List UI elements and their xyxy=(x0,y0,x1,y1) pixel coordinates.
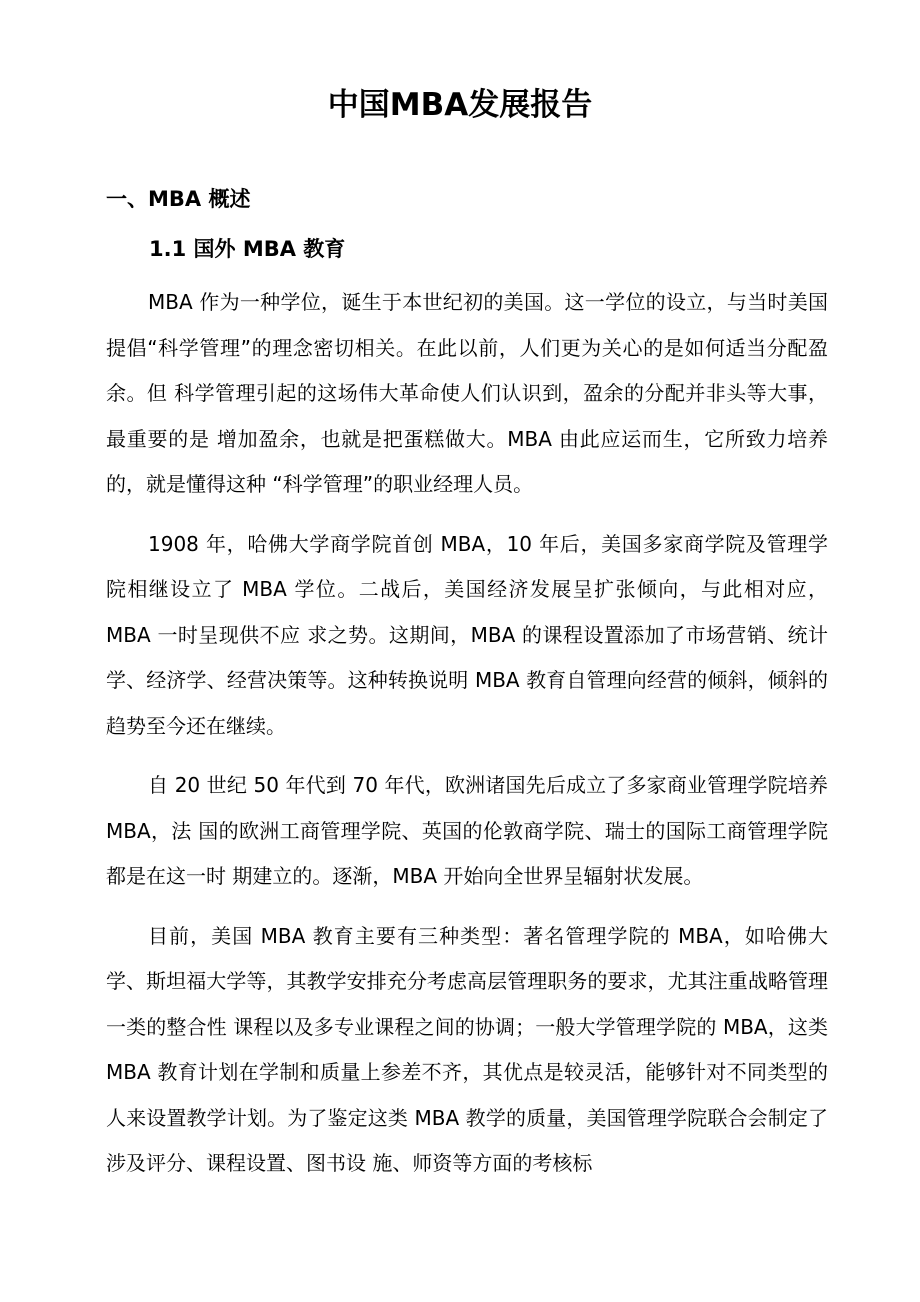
body-text xyxy=(106,280,828,1201)
paragraph-us-mba-types: 目前，美国 MBA 教育主要有三种类型：著名管理学院的 MBA，如哈佛大学、斯坦福大学等，其教学安排充分考虑高层管理职务的要求，尤其注重战略管理一类的整合性 课程以及多专业课程之间的协调；一般大学管理学院的 MBA，这类 MBA 教育计划在学制和质量上参差不齐，其优点是较灵活，能够针对不同类型的人来设置教学计划。为了鉴定这类 MBA 教学的质量，美国管理学院联合会制定了涉及评分、课程设置、图书设 施、师资等方面的考核标 xyxy=(106,923,828,1175)
subsection-heading-foreign-mba: 1.1 国外 MBA 教育 xyxy=(149,237,346,261)
section-heading-mba-overview: 一、MBA 概述 xyxy=(106,187,251,211)
paragraph-mba-origin: MBA 作为一种学位，诞生于本世纪初的美国。这一学位的设立，与当时美国提倡“科学管理”的理念密切相关。在此以前，人们更为关心的是如何适当分配盈余。但 科学管理引起的这场伟大革命使人们认识到，盈余的分配并非头等大事，最重要的是 增加盈余，也就是把蛋糕做大。MBA 由此应运而生，它所致力培养的，就是懂得这种 “科学管理”的职业经理人员。 xyxy=(106,290,828,496)
paragraph-harvard-1908: 1908 年，哈佛大学商学院首创 MBA，10 年后，美国多家商学院及管理学院相继设立了 MBA 学位。二战后，美国经济发展呈扩张倾向，与此相对应，MBA 一时呈现供不应 求之势。这期间，MBA 的课程设置添加了市场营销、统计学、经济学、经营决策等。这种转换说明 MBA 教育自管理向经营的倾斜，倾斜的趋势至今还在继续。 xyxy=(106,531,828,738)
document-title: 中国MBA发展报告 xyxy=(327,87,593,123)
paragraph-europe-expansion: 自 20 世纪 50 年代到 70 年代，欧洲诸国先后成立了多家商业管理学院培养 MBA，法 国的欧洲工商管理学院、英国的伦敦商学院、瑞士的国际工商管理学院都是在这一时 期建立的。逐渐，MBA 开始向全世界呈辐射状发展。 xyxy=(106,773,828,888)
